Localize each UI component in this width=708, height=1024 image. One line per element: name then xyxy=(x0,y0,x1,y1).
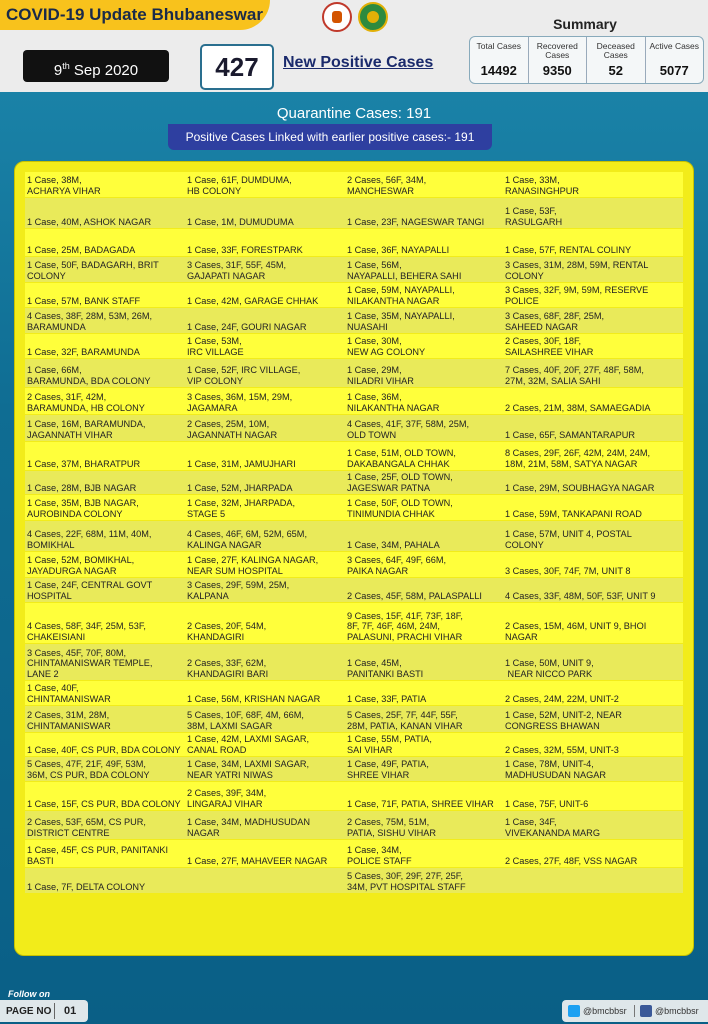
quarantine-cases: Quarantine Cases: 191 xyxy=(276,105,432,122)
case-cell: 1 Case, 59M, NAYAPALLI, NILAKANTHA NAGAR xyxy=(345,283,503,307)
social-links xyxy=(562,1000,708,1022)
new-cases-label: New Positive Cases xyxy=(283,54,434,71)
case-cell: 1 Case, 75F, UNIT-6 xyxy=(503,782,683,810)
case-cell: 1 Case, 42M, GARAGE CHHAK xyxy=(185,283,345,307)
case-cell: 1 Case, 34M, POLICE STAFF xyxy=(345,840,503,867)
case-cell: 2 Cases, 20F, 54M, KHANDAGIRI xyxy=(185,603,345,643)
footer xyxy=(0,985,708,1024)
twitter-icon[interactable] xyxy=(568,1005,580,1017)
table-row xyxy=(25,308,683,333)
case-cell xyxy=(503,868,683,893)
case-cell: 1 Case, 57M, BANK STAFF xyxy=(25,283,185,307)
case-cell: 5 Cases, 10F, 68F, 4M, 66M, 38M, LAXMI SAGAR xyxy=(185,706,345,732)
case-cell: 3 Cases, 31M, 28M, 59M, RENTAL COLONY xyxy=(503,257,683,282)
case-cell: 1 Case, 24F, CENTRAL GOVT HOSPITAL xyxy=(25,578,185,602)
title-banner xyxy=(0,0,270,30)
table-row xyxy=(25,229,683,256)
table-row xyxy=(25,644,683,680)
linked-cases-banner: Positive Cases Linked with earlier positive cases:- 191 xyxy=(168,124,492,150)
case-cell: 1 Case, 52F, IRC VILLAGE, VIP COLONY xyxy=(185,359,345,387)
case-cell: 1 Case, 36M, NILAKANTHA NAGAR xyxy=(345,388,503,414)
date-suffix: th xyxy=(62,61,70,71)
case-cell: 1 Case, 34M, LAXMI SAGAR, NEAR YATRI NIWAS xyxy=(185,757,345,781)
summary-recovered xyxy=(529,37,588,83)
case-cell: 1 Case, 35M, BJB NAGAR, AUROBINDA COLONY xyxy=(25,495,185,520)
summary-value: 52 xyxy=(608,63,623,78)
date-badge xyxy=(23,50,169,82)
case-cell: 1 Case, 24F, GOURI NAGAR xyxy=(185,308,345,333)
table-row xyxy=(25,334,683,358)
case-cell: 9 Cases, 15F, 41F, 73F, 18F, 8F, 7F, 46F, 46M, 24M, PALASUNI, PRACHI VIHAR xyxy=(345,603,503,643)
table-row xyxy=(25,603,683,643)
case-cell: 3 Cases, 32F, 9M, 59M, RESERVE POLICE xyxy=(503,283,683,307)
twitter-handle[interactable]: @bmcbbsr xyxy=(583,1006,627,1016)
facebook-handle[interactable]: @bmcbbsr xyxy=(655,1006,699,1016)
table-row xyxy=(25,578,683,602)
case-cell: 1 Case, 34F, VIVEKANANDA MARG xyxy=(503,811,683,839)
divider xyxy=(634,1005,635,1017)
case-cell: 5 Cases, 30F, 29F, 27F, 25F, 34M, PVT HOSPITAL STAFF xyxy=(345,868,503,893)
case-cell: 1 Case, 40F, CHINTAMANISWAR xyxy=(25,681,185,705)
table-row xyxy=(25,782,683,810)
summary-value: 5077 xyxy=(659,63,689,78)
table-row xyxy=(25,471,683,494)
table-row xyxy=(25,257,683,282)
case-cell: 3 Cases, 64F, 49F, 66M, PAIKA NAGAR xyxy=(345,552,503,577)
case-cell: 1 Case, 33F, PATIA xyxy=(345,681,503,705)
summary-deceased xyxy=(587,37,646,83)
case-cell: 1 Case, 59M, TANKAPANI ROAD xyxy=(503,495,683,520)
table-row xyxy=(25,757,683,781)
case-cell: 1 Case, 51M, OLD TOWN, DAKABANGALA CHHAK xyxy=(345,442,503,470)
case-cell: 1 Case, 27F, KALINGA NAGAR, NEAR SUM HOSPITAL xyxy=(185,552,345,577)
summary-total xyxy=(470,37,529,83)
table-row xyxy=(25,415,683,441)
summary-active xyxy=(646,37,704,83)
cases-grid xyxy=(25,172,683,894)
table-row xyxy=(25,442,683,470)
case-cell: 3 Cases, 29F, 59M, 25M, KALPANA xyxy=(185,578,345,602)
case-cell: 1 Case, 34M, PAHALA xyxy=(345,521,503,551)
case-cell: 2 Cases, 15M, 46M, UNIT 9, BHOI NAGAR xyxy=(503,603,683,643)
summary-table xyxy=(469,36,704,84)
case-cell: 3 Cases, 45F, 70F, 80M, CHINTAMANISWAR TEMPLE, LANE 2 xyxy=(25,644,185,680)
table-row xyxy=(25,868,683,893)
case-cell: 1 Case, 23F, NAGESWAR TANGI xyxy=(345,198,503,228)
case-cell: 1 Case, 52M, BOMIKHAL, JAYADURGA NAGAR xyxy=(25,552,185,577)
case-cell: 3 Cases, 31F, 55F, 45M, GAJAPATI NAGAR xyxy=(185,257,345,282)
summary-label: Recovered Cases xyxy=(536,41,578,60)
case-cell: 1 Case, 45F, CS PUR, PANITANKI BASTI xyxy=(25,840,185,867)
case-cell: 1 Case, 49F, PATIA, SHREE VIHAR xyxy=(345,757,503,781)
case-cell: 1 Case, 25M, BADAGADA xyxy=(25,229,185,256)
case-cell: 2 Cases, 30F, 18F, SAILASHREE VIHAR xyxy=(503,334,683,358)
case-cell: 1 Case, 66M, BARAMUNDA, BDA COLONY xyxy=(25,359,185,387)
summary-label: Active Cases xyxy=(649,41,700,51)
case-cell: 2 Cases, 45F, 58M, PALASPALLI xyxy=(345,578,503,602)
case-cell: 1 Case, 7F, DELTA COLONY xyxy=(25,868,185,893)
table-row xyxy=(25,359,683,387)
table-row xyxy=(25,495,683,520)
follow-label: Follow on xyxy=(8,989,50,999)
case-cell: 1 Case, 38M, ACHARYA VIHAR xyxy=(25,172,185,197)
case-cell: 1 Case, 28M, BJB NAGAR xyxy=(25,471,185,494)
case-cell: 2 Cases, 39F, 34M, LINGARAJ VIHAR xyxy=(185,782,345,810)
case-cell: 1 Case, 34M, MADHUSUDAN NAGAR xyxy=(185,811,345,839)
case-cell: 1 Case, 52M, UNIT-2, NEAR CONGRESS BHAWAN xyxy=(503,706,683,732)
case-cell: 1 Case, 53M, IRC VILLAGE xyxy=(185,334,345,358)
case-cell: 1 Case, 25F, OLD TOWN, JAGESWAR PATNA xyxy=(345,471,503,494)
case-cell: 1 Case, 40F, CS PUR, BDA COLONY xyxy=(25,733,185,756)
table-row xyxy=(25,388,683,414)
case-cell: 1 Case, 15F, CS PUR, BDA COLONY xyxy=(25,782,185,810)
case-cell: 1 Case, 32M, JHARPADA, STAGE 5 xyxy=(185,495,345,520)
case-cell: 1 Case, 29M, NILADRI VIHAR xyxy=(345,359,503,387)
table-row xyxy=(25,811,683,839)
case-cell: 2 Cases, 21M, 38M, SAMAEGADIA xyxy=(503,388,683,414)
page-number-box xyxy=(0,1000,88,1022)
case-cell: 1 Case, 40M, ASHOK NAGAR xyxy=(25,198,185,228)
case-cell: 1 Case, 33F, FORESTPARK xyxy=(185,229,345,256)
case-cell: 5 Cases, 25F, 7F, 44F, 55F, 28M, PATIA, KANAN VIHAR xyxy=(345,706,503,732)
case-cell: 1 Case, 61F, DUMDUMA, HB COLONY xyxy=(185,172,345,197)
case-cell: 2 Cases, 32M, 55M, UNIT-3 xyxy=(503,733,683,756)
date-month-year: Sep 2020 xyxy=(69,62,139,79)
table-row xyxy=(25,681,683,705)
case-cell: 1 Case, 50M, UNIT 9, NEAR NICCO PARK xyxy=(503,644,683,680)
case-cell: 3 Cases, 36M, 15M, 29M, JAGAMARA xyxy=(185,388,345,414)
case-cell: 8 Cases, 29F, 26F, 42M, 24M, 24M, 18M, 21M, 58M, SATYA NAGAR xyxy=(503,442,683,470)
summary-value: 14492 xyxy=(480,63,517,78)
case-cell: 1 Case, 50F, BADAGARH, BRIT COLONY xyxy=(25,257,185,282)
case-cell xyxy=(185,868,345,893)
case-cell: 2 Cases, 56F, 34M, MANCHESWAR xyxy=(345,172,503,197)
case-cell: 1 Case, 78M, UNIT-4, MADHUSUDAN NAGAR xyxy=(503,757,683,781)
case-cell: 1 Case, 27F, MAHAVEER NAGAR xyxy=(185,840,345,867)
case-cell: 1 Case, 33M, RANASINGHPUR xyxy=(503,172,683,197)
case-cell: 1 Case, 57M, UNIT 4, POSTAL COLONY xyxy=(503,521,683,551)
case-cell: 4 Cases, 22F, 68M, 11M, 40M, BOMIKHAL xyxy=(25,521,185,551)
summary-label: Deceased Cases xyxy=(596,41,635,60)
summary-value: 9350 xyxy=(542,63,572,78)
bmc-logo-icon xyxy=(358,2,388,32)
case-cell: 1 Case, 35M, NAYAPALLI, NUASAHI xyxy=(345,308,503,333)
case-cell: 1 Case, 65F, SAMANTARAPUR xyxy=(503,415,683,441)
case-cell: 2 Cases, 31F, 42M, BARAMUNDA, HB COLONY xyxy=(25,388,185,414)
table-row xyxy=(25,521,683,551)
case-cell: 4 Cases, 58F, 34F, 25M, 53F, CHAKEISIANI xyxy=(25,603,185,643)
case-cell: 1 Case, 52M, JHARPADA xyxy=(185,471,345,494)
case-cell: 1 Case, 30M, NEW AG COLONY xyxy=(345,334,503,358)
case-cell: 1 Case, 50F, OLD TOWN, TINIMUNDIA CHHAK xyxy=(345,495,503,520)
case-cell: 2 Cases, 53F, 65M, CS PUR, DISTRICT CENTRE xyxy=(25,811,185,839)
case-cell: 1 Case, 31M, JAMUJHARI xyxy=(185,442,345,470)
case-cell: 1 Case, 56M, NAYAPALLI, BEHERA SAHI xyxy=(345,257,503,282)
case-cell: 1 Case, 37M, BHARATPUR xyxy=(25,442,185,470)
case-cell: 1 Case, 1M, DUMUDUMA xyxy=(185,198,345,228)
case-cell: 1 Case, 71F, PATIA, SHREE VIHAR xyxy=(345,782,503,810)
case-cell: 1 Case, 36F, NAYAPALLI xyxy=(345,229,503,256)
case-cell: 7 Cases, 40F, 20F, 27F, 48F, 58M, 27M, 32M, SALIA SAHI xyxy=(503,359,683,387)
case-cell: 1 Case, 42M, LAXMI SAGAR, CANAL ROAD xyxy=(185,733,345,756)
case-cell: 1 Case, 56M, KRISHAN NAGAR xyxy=(185,681,345,705)
table-row xyxy=(25,283,683,307)
case-cell: 4 Cases, 46F, 6M, 52M, 65M, KALINGA NAGAR xyxy=(185,521,345,551)
case-cell: 1 Case, 16M, BARAMUNDA, JAGANNATH VIHAR xyxy=(25,415,185,441)
page-title: COVID-19 Update Bhubaneswar xyxy=(6,5,263,24)
case-cell: 1 Case, 29M, SOUBHAGYA NAGAR xyxy=(503,471,683,494)
case-cell: 1 Case, 55M, PATIA, SAI VIHAR xyxy=(345,733,503,756)
case-cell: 2 Cases, 27F, 48F, VSS NAGAR xyxy=(503,840,683,867)
date-day: 9 xyxy=(53,62,63,79)
case-cell: 2 Cases, 24M, 22M, UNIT-2 xyxy=(503,681,683,705)
case-cell: 1 Case, 53F, RASULGARH xyxy=(503,198,683,228)
case-cell: 4 Cases, 41F, 37F, 58M, 25M, OLD TOWN xyxy=(345,415,503,441)
table-row xyxy=(25,172,683,197)
odisha-emblem-icon xyxy=(322,2,352,32)
header xyxy=(0,0,708,92)
summary-title: Summary xyxy=(553,16,617,32)
case-cell: 3 Cases, 30F, 74F, 7M, UNIT 8 xyxy=(503,552,683,577)
case-cell: 5 Cases, 47F, 21F, 49F, 53M, 36M, CS PUR, BDA COLONY xyxy=(25,757,185,781)
page-label: PAGE NO xyxy=(6,1006,52,1017)
table-row xyxy=(25,552,683,577)
case-cell: 1 Case, 57F, RENTAL COLINY xyxy=(503,229,683,256)
case-cell: 4 Cases, 33F, 48M, 50F, 53F, UNIT 9 xyxy=(503,578,683,602)
case-cell: 4 Cases, 38F, 28M, 53M, 26M, BARAMUNDA xyxy=(25,308,185,333)
table-row xyxy=(25,198,683,228)
case-cell: 1 Case, 45M, PANITANKI BASTI xyxy=(345,644,503,680)
new-cases-count: 427 xyxy=(200,44,274,90)
page-number: 01 xyxy=(64,1005,77,1017)
case-cell: 2 Cases, 33F, 62M, KHANDAGIRI BARI xyxy=(185,644,345,680)
case-cell: 2 Cases, 25M, 10M, JAGANNATH NAGAR xyxy=(185,415,345,441)
table-row xyxy=(25,733,683,756)
facebook-icon[interactable] xyxy=(640,1005,652,1017)
case-cell: 3 Cases, 68F, 28F, 25M, SAHEED NAGAR xyxy=(503,308,683,333)
table-row xyxy=(25,840,683,867)
case-cell: 1 Case, 32F, BARAMUNDA xyxy=(25,334,185,358)
summary-label: Total Cases xyxy=(476,41,521,51)
divider xyxy=(54,1003,55,1019)
cases-panel xyxy=(14,161,694,956)
case-cell: 2 Cases, 75M, 51M, PATIA, SISHU VIHAR xyxy=(345,811,503,839)
table-row xyxy=(25,706,683,732)
case-cell: 2 Cases, 31M, 28M, CHINTAMANISWAR xyxy=(25,706,185,732)
